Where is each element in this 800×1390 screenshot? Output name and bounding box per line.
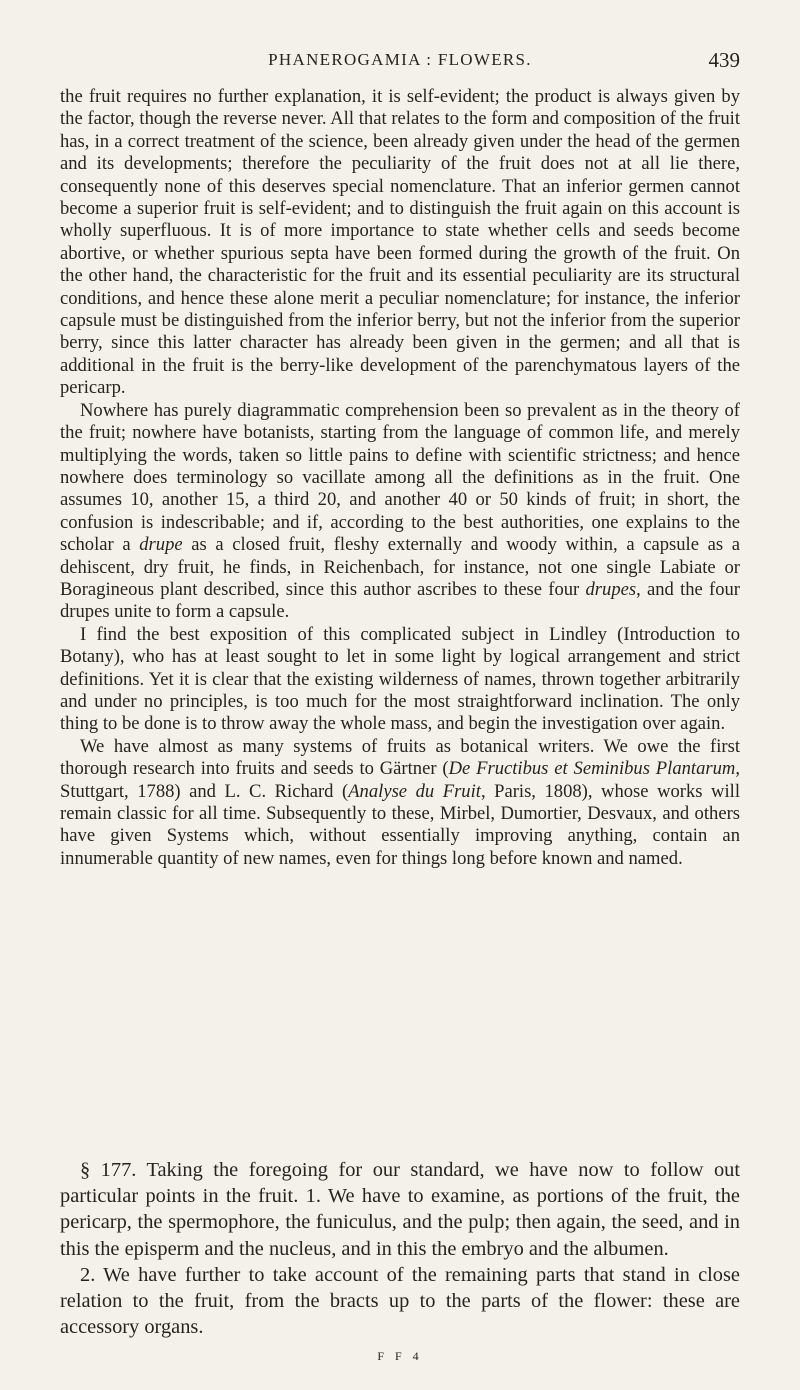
section-177	[60, 1157, 740, 1340]
emphasis-drupes: drupes	[585, 578, 637, 600]
title-de-fructibus: De Fructibus et Seminibus Plantarum	[448, 758, 736, 780]
page-header	[60, 48, 740, 78]
paragraph-systems-of-fruits: We have almost as many systems of fruits as botanical writers. We owe the first thorough research into fruits and seeds to Gärtner (De Fructibus et Seminibus Plantarum, Stuttgart, 1788) and L. C. Richard (Analyse du Fruit, Paris, 1808), whose works will remain classic for all time. Subsequently to these, Mirbel, Dumortier, Desvaux, and others have given Systems which, without essentially improving anything, contain an innumerable quantity of new names, even for things long before known and named.	[60, 735, 741, 869]
page-number: 439	[708, 48, 740, 72]
paragraph-diagrammatic-comprehension: Nowhere has purely diagrammatic comprehension been so prevalent as in the theory of the fruit; nowhere have botanists, starting from the language of common life, and merely multiplying the words, taken so little pains to define with scientific strictness; and hence nowhere does terminology so vacillate among all the definitions as in the fruit. One assumes 10, another 15, a third 20, and another 40 or 50 kinds of fruit; in short, the confusion is indescribable; and if, according to the best authorities, one explains to the scholar a drupe as a closed fruit, fleshy externally and woody within, a capsule as a dehiscent, dry fruit, he finds, in Reichenbach, for instance, not one single Labiate or Boragineous plant described, since this author ascribes to these four drupes, and the four drupes unite to form a capsule.	[60, 399, 740, 623]
paragraph-lindley: I find the best exposition of this complicated subject in Lindley (Introduction to Botany), who has at least sought to let in some light by logical arrangement and strict definitions. Yet it is clear that the existing wilderness of names, thrown together arbitrarily and under no principles, is too much for the most straightforward inclination. The only thing to be done is to throw away the whole mass, and begin the investigation over again.	[60, 623, 740, 735]
section-paragraph-1: § 177. Taking the foregoing for our standard, we have now to follow out particular points in the fruit. 1. We have to examine, as portions of the fruit, the pericarp, the spermophore, the funiculus, and the pulp; then again, the seed, and in this the episperm and the nucleus, and in this the embryo and the albumen.	[60, 1159, 740, 1260]
running-head: PHANEROGAMIA : FLOWERS.	[268, 50, 532, 69]
signature-mark: F F 4	[377, 1349, 423, 1363]
section-paragraph-2: 2. We have further to take account of the remaining parts that stand in close relation to the fruit, from the bracts up to the parts of the flower: these are accessory organs.	[60, 1263, 740, 1339]
paragraph-fruit-explanation: the fruit requires no further explanation, it is self-evident; the product is always given by the factor, though the reverse never. All that relates to the form and composition of the fruit has, in a correct treatment of the science, been already given under the head of the germen and its developments; therefore the peculiarity of the fruit does not at all lie there, consequently none of this deserves special nomenclature. That an inferior germen cannot become a superior fruit is self-evident; and to distinguish the fruit again on this account is wholly superfluous. It is of more importance to state whether cells and seeds become abortive, or whether spurious septa have been formed during the growth of the fruit. On the other hand, the characteristic for the fruit and its essential peculiarity are its structural conditions, and hence these alone merit a peculiar nomenclature; for instance, the inferior capsule must be distinguished from the inferior berry, but not the inferior from the superior berry, since this latter character has already been given in the germen; and all that is additional in the fruit is the berry-like development of the parenchymatous layers of the pericarp.	[60, 86, 740, 399]
title-analyse-du-fruit: Analyse du Fruit	[348, 780, 481, 802]
emphasis-drupe: drupe	[139, 534, 183, 556]
small-print-text	[60, 86, 740, 870]
